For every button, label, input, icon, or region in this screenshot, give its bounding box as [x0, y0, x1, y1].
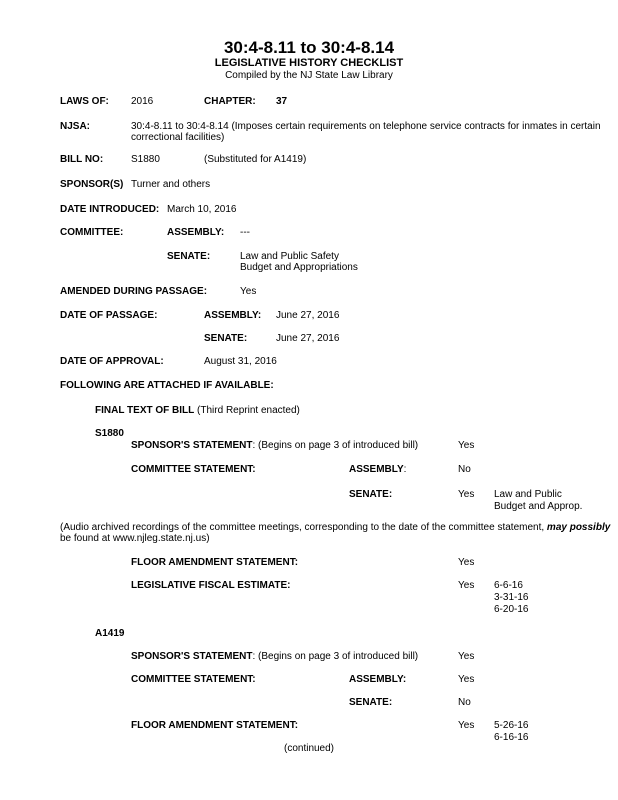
- s1880-floor-amendment-label: FLOOR AMENDMENT STATEMENT:: [131, 557, 299, 568]
- fiscal-estimate-value: Yes: [458, 580, 475, 591]
- final-text-row: [95, 405, 300, 417]
- s1880-committee-statement-label: COMMITTEE STATEMENT:: [131, 464, 256, 475]
- committee-label: COMMITTEE:: [60, 227, 124, 238]
- compiled-by: Compiled by the NJ State Law Library: [225, 70, 393, 81]
- a1419-committee-assembly-value: Yes: [458, 674, 475, 685]
- floor-amendment-date: 6-16-16: [494, 732, 529, 743]
- bill-substituted-note: (Substituted for A1419): [204, 154, 307, 165]
- committee-assembly-value: ---: [240, 227, 250, 238]
- s1880-committee-assembly: [349, 464, 406, 476]
- committee-senate-label: SENATE:: [167, 251, 211, 262]
- audio-note-emphasis: may possibly: [546, 522, 611, 533]
- fiscal-date: 3-31-16: [494, 592, 529, 603]
- committee-assembly-label: ASSEMBLY:: [167, 227, 225, 238]
- amended-value: Yes: [240, 286, 257, 297]
- s1880-committee-senate-note-2: Budget and Approp.: [494, 501, 583, 512]
- final-text-label: FINAL TEXT OF BILL: [95, 405, 195, 416]
- laws-of-value: 2016: [131, 96, 154, 107]
- fiscal-estimate-label: LEGISLATIVE FISCAL ESTIMATE:: [131, 580, 291, 591]
- floor-amendment-date: 5-26-16: [494, 720, 529, 731]
- s1880-committee-senate-label: SENATE:: [349, 489, 393, 500]
- attached-heading: FOLLOWING ARE ATTACHED IF AVAILABLE:: [60, 380, 274, 391]
- date-of-approval-value: August 31, 2016: [204, 356, 277, 367]
- s1880-committee-senate-value: Yes: [458, 489, 475, 500]
- committee-senate-line-2: Budget and Appropriations: [240, 262, 358, 273]
- sponsors-value: Turner and others: [131, 179, 211, 190]
- njsa-label: NJSA:: [60, 121, 91, 132]
- passage-assembly-label: ASSEMBLY:: [204, 310, 262, 321]
- njsa-line-1: 30:4-8.11 to 30:4-8.14 (Imposes certain requirements on telephone service contracts for inmates in certain: [131, 121, 601, 132]
- s1880-committee-assembly-value: No: [458, 464, 471, 475]
- s1880-sponsor-statement-label: SPONSOR'S STATEMENT: [131, 440, 253, 451]
- sponsors-label: SPONSOR(S): [60, 179, 124, 190]
- s1880-heading: S1880: [95, 428, 124, 439]
- final-text-note: (Third Reprint enacted): [197, 405, 300, 416]
- chapter-value: 37: [276, 96, 288, 107]
- date-of-approval-label: DATE OF APPROVAL:: [60, 356, 164, 367]
- s1880-committee-assembly-colon: :: [403, 464, 407, 475]
- a1419-sponsor-statement-label: SPONSOR'S STATEMENT: [131, 651, 253, 662]
- njsa-line-2: correctional facilities): [131, 132, 225, 143]
- s1880-floor-amendment-value: Yes: [458, 557, 475, 568]
- date-introduced-label: DATE INTRODUCED:: [60, 204, 160, 215]
- passage-assembly-value: June 27, 2016: [276, 310, 340, 321]
- bill-no-label: BILL NO:: [60, 154, 104, 165]
- continued-footer: (continued): [283, 743, 335, 754]
- committee-senate-line-1: Law and Public Safety: [240, 251, 339, 262]
- chapter-label: CHAPTER:: [204, 96, 256, 107]
- a1419-sponsor-statement-note: : (Begins on page 3 of introduced bill): [252, 651, 419, 662]
- laws-of-label: LAWS OF:: [60, 96, 109, 107]
- a1419-sponsor-statement: [131, 651, 418, 663]
- document-title: 30:4-8.11 to 30:4-8.14: [223, 38, 395, 57]
- passage-senate-value: June 27, 2016: [276, 333, 340, 344]
- s1880-sponsor-statement-note: : (Begins on page 3 of introduced bill): [252, 440, 419, 451]
- document-subtitle: LEGISLATIVE HISTORY CHECKLIST: [214, 57, 404, 69]
- amended-label: AMENDED DURING PASSAGE:: [60, 286, 208, 297]
- audio-note-text: (Audio archived recordings of the committee meetings, corresponding to the date of the committee statement,: [60, 522, 547, 533]
- a1419-committee-senate-value: No: [458, 697, 471, 708]
- a1419-floor-amendment-value: Yes: [458, 720, 475, 731]
- fiscal-date: 6-6-16: [494, 580, 523, 591]
- passage-senate-label: SENATE:: [204, 333, 248, 344]
- s1880-sponsor-statement: [131, 440, 418, 452]
- date-introduced-value: March 10, 2016: [167, 204, 237, 215]
- date-of-passage-label: DATE OF PASSAGE:: [60, 310, 158, 321]
- a1419-heading: A1419: [95, 628, 125, 639]
- a1419-sponsor-statement-value: Yes: [458, 651, 475, 662]
- s1880-sponsor-statement-value: Yes: [458, 440, 475, 451]
- s1880-committee-senate-note-1: Law and Public: [494, 489, 562, 500]
- audio-note-line-2: be found at www.njleg.state.nj.us): [60, 533, 210, 544]
- a1419-committee-senate-label: SENATE:: [349, 697, 393, 708]
- a1419-floor-amendment-label: FLOOR AMENDMENT STATEMENT:: [131, 720, 299, 731]
- a1419-committee-assembly-label: ASSEMBLY:: [349, 674, 407, 685]
- bill-no-value: S1880: [131, 154, 160, 165]
- fiscal-date: 6-20-16: [494, 604, 529, 615]
- a1419-committee-statement-label: COMMITTEE STATEMENT:: [131, 674, 256, 685]
- s1880-committee-assembly-label: ASSEMBLY: [349, 464, 404, 475]
